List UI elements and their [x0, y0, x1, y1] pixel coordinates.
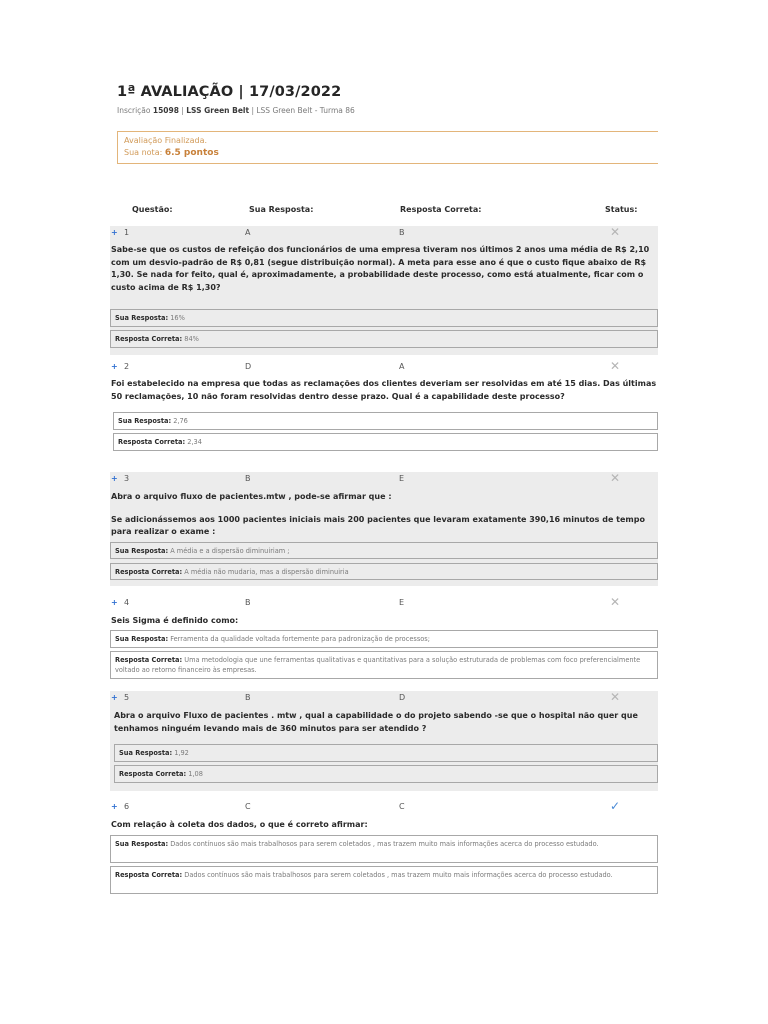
- question-number: 1: [124, 228, 130, 237]
- your-answer-value: Ferramenta da qualidade voltada fortemente para padronização de processos;: [170, 634, 430, 643]
- wrong-status-icon: ✕: [610, 595, 621, 609]
- your-answer-label: Sua Resposta:: [115, 546, 169, 555]
- question-3: [110, 472, 658, 586]
- col-question: Questão:: [132, 205, 173, 214]
- result-box: [117, 131, 658, 164]
- correct-choice: D: [399, 693, 406, 702]
- question-1: [110, 226, 658, 355]
- correct-answer-value: A média não mudaria, mas a dispersão diminuiria: [184, 567, 349, 576]
- correct-answer-value: 2,34: [187, 438, 202, 446]
- question-number: 4: [124, 598, 130, 607]
- correct-answer-value: Uma metodologia que une ferramentas qualitativas e quantitativas para a solução estruturada de problemas com foco preferencialmente voltado ao retorno financeiro às empresas.: [115, 655, 641, 674]
- expand-icon[interactable]: +: [111, 598, 118, 607]
- col-status: Status:: [605, 205, 638, 214]
- question-number: 3: [124, 474, 130, 483]
- your-choice: B: [245, 598, 251, 607]
- page-title: 1ª AVALIAÇÃO | 17/03/2022: [117, 84, 342, 100]
- subtitle-prefix: Inscrição: [117, 106, 151, 115]
- correct-answer-value: Dados contínuos são mais trabalhosos para serem coletados , mas trazem muito mais informações acerca do processo estudado.: [184, 870, 613, 879]
- your-answer-value: Dados contínuos são mais trabalhosos para serem coletados , mas trazem muito mais informações acerca do processo estudado.: [170, 839, 599, 848]
- your-answer-label: Sua Resposta:: [118, 417, 172, 425]
- correct-choice: A: [399, 362, 405, 371]
- correct-answer-box: [110, 330, 658, 348]
- your-answer-box: [110, 630, 658, 648]
- correct-answer-box: [110, 651, 658, 679]
- correct-answer-box: [110, 866, 658, 894]
- correct-answer-label: Resposta Correta:: [115, 655, 183, 664]
- check-status-icon: ✓: [610, 799, 621, 813]
- result-status: Avaliação Finalizada.: [124, 136, 208, 145]
- your-answer-box: [110, 542, 658, 559]
- question-text-continued: Se adicionássemos aos 1000 pacientes iniciais mais 200 pacientes que levaram exatamente 390,16 minutos de tempo para realizar o exame :: [111, 514, 645, 536]
- table-header: [0, 205, 768, 217]
- wrong-status-icon: ✕: [610, 690, 621, 704]
- your-choice: A: [245, 228, 251, 237]
- expand-icon[interactable]: +: [111, 362, 118, 371]
- expand-icon[interactable]: +: [111, 693, 118, 702]
- question-text: Abra o arquivo Fluxo de pacientes . mtw , qual a capabilidade o do projeto sabendo -se que o hospital não quer que tenhamos ninguém levando mais de 360 minutos para ser atendido ?: [114, 711, 638, 733]
- your-answer-value: 2,76: [173, 417, 188, 425]
- your-answer-value: 16%: [170, 314, 185, 322]
- correct-answer-label: Resposta Correta:: [115, 567, 183, 576]
- expand-icon[interactable]: +: [111, 228, 118, 237]
- score-label: Sua nota:: [124, 148, 163, 157]
- correct-answer-value: 1,08: [188, 770, 203, 778]
- question-text: Seis Sigma é definido como:: [111, 616, 239, 625]
- correct-choice: C: [399, 802, 405, 811]
- question-row: [110, 226, 658, 240]
- question-row: [110, 596, 658, 610]
- your-answer-label: Sua Resposta:: [115, 314, 169, 322]
- your-choice: C: [245, 802, 251, 811]
- question-row: [110, 360, 658, 374]
- correct-answer-box: [110, 563, 658, 580]
- your-answer-value: A média e a dispersão diminuiriam ;: [170, 546, 290, 555]
- inscricao-number: 15098: [152, 106, 179, 115]
- question-text: Foi estabelecido na empresa que todas as reclamações dos clientes deveriam ser resolvidas em até 15 dias. Das últimas 50 reclamações, 10 não foram resolvidas dentro desse prazo. Qual é a capabilidade deste processo?: [111, 379, 657, 401]
- subtitle: [117, 106, 355, 115]
- correct-answer-value: 84%: [184, 335, 199, 343]
- correct-answer-label: Resposta Correta:: [115, 335, 183, 343]
- your-answer-box: [110, 835, 658, 863]
- your-choice: B: [245, 474, 251, 483]
- question-6: [110, 800, 658, 900]
- question-2: [110, 360, 658, 460]
- subtitle-separator: |: [178, 106, 187, 115]
- question-number: 6: [124, 802, 130, 811]
- question-row: [110, 472, 658, 486]
- expand-icon[interactable]: +: [111, 474, 118, 483]
- your-answer-value: 1,92: [174, 749, 189, 757]
- result-score: [124, 147, 652, 159]
- correct-answer-label: Resposta Correta:: [115, 870, 183, 879]
- your-answer-box: [113, 412, 658, 430]
- course-name: LSS Green Belt: [186, 106, 250, 115]
- correct-answer-label: Resposta Correta:: [118, 438, 186, 446]
- your-choice: D: [245, 362, 252, 371]
- question-row: [110, 691, 658, 705]
- correct-choice: B: [399, 228, 405, 237]
- your-answer-box: [110, 309, 658, 327]
- question-number: 5: [124, 693, 130, 702]
- question-text: Sabe-se que os custos de refeição dos funcionários de uma empresa tiveram nos últimos 2 anos uma média de R$ 2,10 com um desvio-padrão de R$ 0,81 (segue distribuição normal). A meta para esse ano é que o custo fique abaixo de R$ 1,30. Se nada for feito, qual é, aproximadamente, a probabilidade deste processo, como está atualmente, ficar com o custo acima de R$ 1,30?: [111, 245, 650, 292]
- expand-icon[interactable]: +: [111, 802, 118, 811]
- correct-answer-box: [113, 433, 658, 451]
- question-text: Com relação à coleta dos dados, o que é correto afirmar:: [111, 820, 368, 829]
- question-4: [110, 596, 658, 682]
- course-class: | LSS Green Belt - Turma 86: [249, 106, 355, 115]
- col-correct-answer: Resposta Correta:: [400, 205, 482, 214]
- score-value: 6.5 pontos: [164, 148, 219, 158]
- question-number: 2: [124, 362, 130, 371]
- col-your-answer: Sua Resposta:: [249, 205, 314, 214]
- your-answer-label: Sua Resposta:: [115, 839, 169, 848]
- your-answer-label: Sua Resposta:: [119, 749, 173, 757]
- your-answer-label: Sua Resposta:: [115, 634, 169, 643]
- your-choice: B: [245, 693, 251, 702]
- correct-choice: E: [399, 598, 405, 607]
- wrong-status-icon: ✕: [610, 359, 621, 373]
- correct-answer-label: Resposta Correta:: [119, 770, 187, 778]
- question-text: Abra o arquivo fluxo de pacientes.mtw , pode-se afirmar que :: [111, 492, 392, 501]
- wrong-status-icon: ✕: [610, 471, 621, 485]
- your-answer-box: [114, 744, 658, 762]
- correct-answer-box: [114, 765, 658, 783]
- correct-choice: E: [399, 474, 405, 483]
- question-row: [110, 800, 658, 814]
- wrong-status-icon: ✕: [610, 225, 621, 239]
- question-5: [110, 691, 658, 791]
